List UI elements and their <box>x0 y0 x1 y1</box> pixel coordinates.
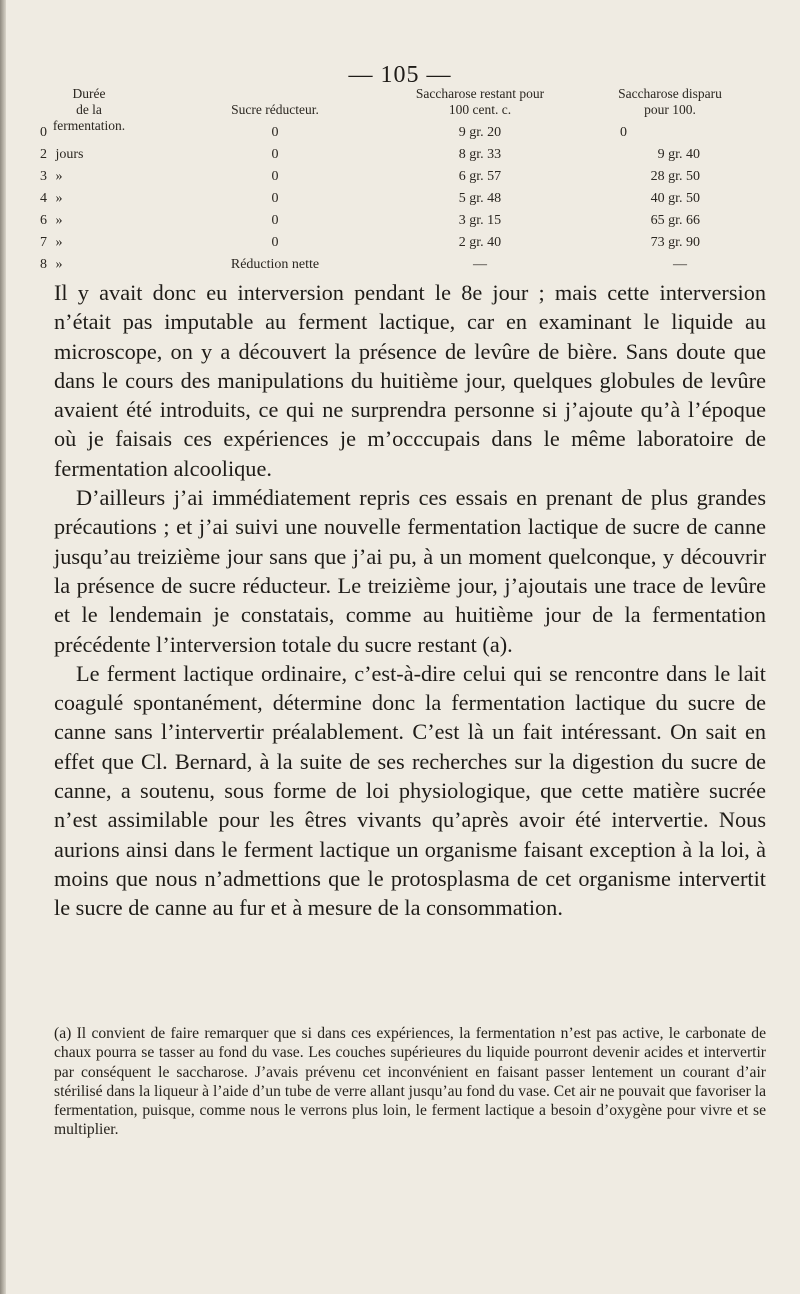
disappeared-cell: 65 gr. 66 <box>650 213 700 228</box>
header-duration-line1: Durée <box>72 86 106 101</box>
header-remaining-line2: 100 cent. c. <box>448 102 512 117</box>
duration-number: 2 <box>40 147 47 162</box>
sugar-cell: 0 <box>271 169 279 184</box>
disappeared-cell: 73 gr. 90 <box>650 235 700 250</box>
table-row <box>40 122 780 144</box>
duration-unit: » <box>55 257 63 272</box>
disappeared-cell: — <box>673 257 687 272</box>
table-row <box>40 144 780 166</box>
paragraph: Le ferment lactique ordinaire, c’est-à-dire celui qui se rencontre dans le lait coagulé spontanément, détermine donc la fermentation lactique du sucre de canne sans l’intervertir préalablement. C’est là un fait intéressant. On sait en effet que Cl. Bernard, à la suite de ses recherches sur la digestion du sucre de canne, a soutenu, sous forme de loi physiologique, que cette matière sucrée n’est assimilable pour les êtres vivants qu’après avoir été intervertie. Nous aurions ainsi dans le ferment lactique un organisme faisant exception à la loi, à moins que nous n’admettions que le protosplasma de cet organisme intervertit le sucre de canne au fur et à mesure de la consommation. <box>54 660 766 921</box>
duration-unit: » <box>55 213 63 228</box>
sugar-cell: 0 <box>271 147 279 162</box>
duration-number: 0 <box>40 125 47 140</box>
sugar-cell: 0 <box>271 191 279 206</box>
disappeared-cell: 9 gr. 40 <box>657 147 700 162</box>
sugar-cell: 0 <box>271 125 279 140</box>
duration-unit: » <box>55 191 63 206</box>
header-remaining-line1: Saccharose restant pour <box>415 86 545 101</box>
duration-unit: » <box>55 169 63 184</box>
duration-number: 7 <box>40 235 47 250</box>
header-disappeared-line1: Saccharose disparu <box>618 86 722 101</box>
sugar-cell: 0 <box>271 235 279 250</box>
duration-unit: » <box>55 235 63 250</box>
duration-number: 6 <box>40 213 47 228</box>
disappeared-cell: 40 gr. 50 <box>650 191 700 206</box>
page-edge <box>0 0 6 1294</box>
table-row <box>40 188 780 210</box>
disappeared-cell: 0 <box>620 125 627 140</box>
header-disappeared <box>590 86 750 118</box>
table-row <box>40 254 780 276</box>
body-text <box>54 278 766 923</box>
remaining-cell: — <box>473 257 487 272</box>
duration-cell <box>40 232 130 254</box>
duration-number: 3 <box>40 169 47 184</box>
sugar-cell: 0 <box>271 213 279 228</box>
duration-number: 4 <box>40 191 47 206</box>
duration-cell <box>40 144 130 166</box>
page-number: — 105 — <box>348 62 452 88</box>
table-row <box>40 166 780 188</box>
remaining-cell: 8 gr. 33 <box>458 147 502 162</box>
header-disappeared-line2: pour 100. <box>644 102 696 117</box>
remaining-cell: 6 gr. 57 <box>458 169 502 184</box>
paragraph: Il y avait donc eu interversion pendant le 8e jour ; mais cette interversion n’était pas imputable au ferment lactique, car en examinant le liquide au microscope, on y a découvert la présence de levûre de bière. Sans doute que dans le cours des manipulations du huitième jour, quelques globules de levûre avaient été introduits, ce qui ne surprendra personne si j’ajoute qu’à l’époque où je faisais ces expériences je m’occcupais dans le même laboratoire de fermentation alcoolique. <box>54 280 766 481</box>
header-remaining <box>390 86 570 118</box>
sugar-cell: Réduction nette <box>230 257 320 272</box>
duration-unit: jours <box>55 147 84 162</box>
disappeared-cell: 28 gr. 50 <box>650 169 700 184</box>
header-sugar: Sucre réducteur. <box>231 102 319 117</box>
paragraph: D’ailleurs j’ai immédiatement repris ces essais en prenant de plus grandes précautions ; et j’ai suivi une nouvelle fermentation lactique de sucre de canne jusqu’au treizième jour sans que j’ai pu, à un moment quelconque, y découvrir la présence de sucre réducteur. Le treizième jour, j’ajoutais une trace de levûre et le lendemain je constatais, comme au huitième jour de la fermentation précédente l’interversion totale du sucre restant (a). <box>54 485 766 657</box>
duration-cell <box>40 188 130 210</box>
duration-cell <box>40 122 130 144</box>
remaining-cell: 9 gr. 20 <box>458 125 502 140</box>
footnote-text: (a) Il convient de faire remarquer que si dans ces expériences, la fermentation n’est pas active, le carbonate de chaux pourra se tasser au fond du vase. Les couches supérieures du liquide pourront devenir acides et intervertir par conséquent le saccharose. J’avais prévenu cet inconvénient en faisant passer lentement un courant d’air stérilisé dans la liqueur à l’aide d’un tube de verre allant jusqu’au fond du vase. Cet air ne pouvait que favoriser la fermentation, puisque, comme nous le verrons plus loin, le ferment lactique a besoin d’oxygène pour vivre et se multiplier. <box>54 1025 766 1139</box>
duration-cell <box>40 166 130 188</box>
footnote <box>54 1024 766 1140</box>
remaining-cell: 5 gr. 48 <box>458 191 502 206</box>
duration-cell <box>40 210 130 232</box>
remaining-cell: 3 gr. 15 <box>458 213 502 228</box>
table-row <box>40 232 780 254</box>
remaining-cell: 2 gr. 40 <box>458 235 502 250</box>
header-duration-line2: de la fermentation. <box>52 102 126 133</box>
duration-number: 8 <box>40 257 47 272</box>
table-row <box>40 210 780 232</box>
duration-cell <box>40 254 130 276</box>
